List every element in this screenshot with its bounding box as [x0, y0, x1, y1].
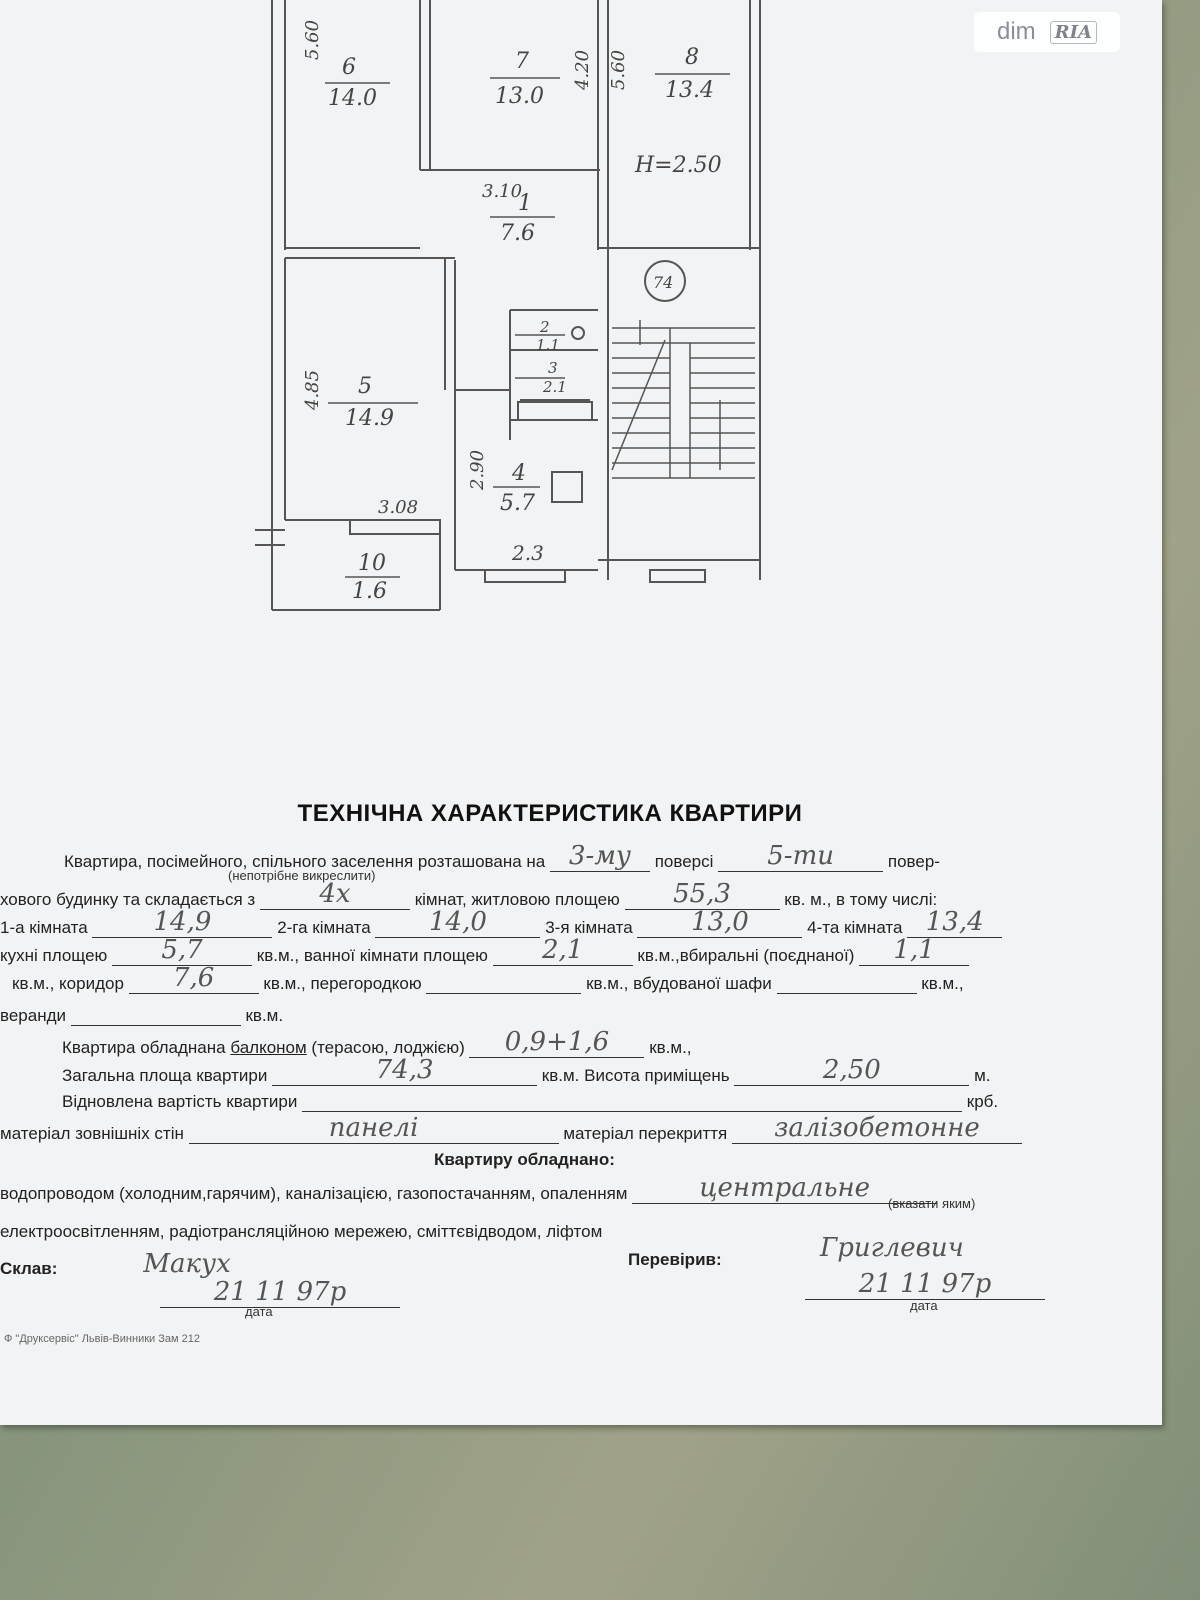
room1-value: 14,9 [153, 907, 212, 937]
heating-note: (вказати яким) [888, 1196, 976, 1211]
dim-290: 2.90 [467, 449, 488, 490]
compiled-date-row [160, 1277, 400, 1308]
living-label: кімнат, житловою площею [414, 890, 620, 909]
floor-field [550, 841, 650, 872]
height-unit: м. [974, 1066, 991, 1085]
rooms-field [260, 879, 410, 910]
wc-value: 1,1 [893, 935, 935, 965]
compiled-date-label: дата [245, 1304, 273, 1319]
floor-plan [0, 0, 820, 620]
line-materials [0, 1113, 1022, 1144]
wardrobe-label: кв.м., вбудованої шафи [586, 974, 772, 993]
line-veranda [0, 1006, 283, 1026]
room-4-area: 5.7 [500, 491, 535, 516]
walls-label: матеріал зовнішніх стін [0, 1124, 184, 1143]
checked-date: 21 11 97р [858, 1269, 992, 1299]
cost-unit: крб. [966, 1092, 999, 1111]
height-label: кв.м. Висота приміщень [541, 1066, 730, 1085]
veranda-unit: кв.м. [245, 1006, 284, 1025]
dim-485: 4.85 [302, 369, 323, 410]
room4-label: 4-та кімната [807, 918, 903, 937]
room-10-area: 1.6 [352, 579, 387, 604]
room4-value: 13,4 [925, 907, 984, 937]
room-2-area: 1.1 [536, 336, 560, 354]
walls-field [189, 1113, 559, 1144]
room-5-number: 5 [358, 374, 372, 399]
walls-value: панелі [328, 1113, 419, 1143]
ceiling-label: матеріал перекриття [563, 1124, 728, 1143]
rooms-value: 4х [319, 879, 351, 909]
compiled-date-field [160, 1277, 400, 1308]
total-value: 74,3 [375, 1055, 434, 1085]
dim-420: 4.20 [572, 49, 593, 90]
line-electric: електроосвітленням, радіотрансляційною мережею, сміттєвідводом, ліфтом [0, 1222, 603, 1241]
utilities-label: водопроводом (холодним,гарячим), каналізацією, газопостачанням, опаленням [0, 1184, 628, 1203]
total-field [272, 1055, 537, 1086]
compiled-label: Склав: [0, 1259, 58, 1278]
watermark [974, 12, 1120, 52]
line-total [62, 1055, 991, 1086]
room-2-number: 2 [540, 318, 550, 336]
building-label: хового будинку та складається з [0, 890, 256, 909]
watermark-logo: RIA [1050, 21, 1097, 44]
room-8-number: 8 [685, 45, 699, 70]
corridor-value: 7,6 [172, 963, 215, 993]
wardrobe-unit: кв.м., [921, 974, 964, 993]
balcony-field [469, 1027, 644, 1058]
ceiling-field [732, 1113, 1022, 1144]
veranda-label: веранди [0, 1006, 67, 1025]
line-floor [64, 841, 940, 872]
compiled-date: 21 11 97р [213, 1277, 347, 1307]
equipment-heading: Квартиру обладнано: [434, 1150, 615, 1169]
bath-value: 2,1 [541, 935, 584, 965]
dim-23: 2.3 [512, 541, 544, 565]
document-title: ТЕХНІЧНА ХАРАКТЕРИСТИКА КВАРТИРИ [297, 800, 803, 827]
corridor-field [129, 963, 259, 994]
room2-field [375, 907, 540, 938]
terrace-label: (терасою, лоджією) [311, 1038, 465, 1057]
cost-field [302, 1111, 962, 1112]
height-field [734, 1055, 969, 1086]
room-5-area: 14.9 [345, 406, 394, 431]
dim-560-mid: 5.60 [608, 49, 629, 90]
floors-word: повер- [887, 852, 940, 871]
floors-field [718, 841, 883, 872]
height-value: 2,50 [822, 1055, 881, 1085]
bath-field [493, 935, 633, 966]
room3-label: 3-я кімната [545, 918, 633, 937]
heating-value: центральне [699, 1173, 871, 1203]
room3-field [637, 907, 802, 938]
balcony-value: 0,9+1,6 [504, 1027, 610, 1057]
dim-560-left: 5.60 [302, 19, 323, 60]
partition-label: кв.м., перегородкою [263, 974, 422, 993]
line-corridor [12, 963, 964, 994]
wc-label: кв.м.,вбиральні (поєднаної) [637, 946, 855, 965]
dim-310: 3.10 [482, 181, 523, 202]
wardrobe-field [777, 993, 917, 994]
living-value: 55,3 [673, 879, 731, 909]
floor-label: Квартира, посімейного, спільного заселення розташована на [64, 852, 546, 871]
line-cost [62, 1092, 998, 1112]
line-signatures [0, 1249, 312, 1279]
compiled-sign [62, 1249, 312, 1279]
stair-mark: 74 [653, 273, 674, 292]
partition-field [426, 993, 581, 994]
room-7-area: 13.0 [495, 84, 544, 109]
room-4-number: 4 [512, 461, 526, 486]
floor-word: поверсі [654, 852, 714, 871]
dim-308: 3.08 [378, 497, 419, 518]
dim-height-label: H=2.50 [635, 153, 722, 178]
line-utilities [0, 1173, 937, 1204]
equipped-label: Квартира обладнана [62, 1038, 226, 1057]
room-8-area: 13.4 [665, 78, 714, 103]
printer-footer: Ф "Друксервіс" Львів-Винники Зам 212 [4, 1333, 200, 1345]
bath-label: кв.м., ванної кімнати площею [256, 946, 488, 965]
watermark-text: dim [996, 18, 1036, 45]
room-6-number: 6 [342, 55, 356, 80]
room-10-number: 10 [358, 551, 386, 576]
corridor-label: кв.м., коридор [12, 974, 124, 993]
room3-value: 13,0 [690, 907, 749, 937]
kitchen-label: кухні площею [0, 946, 108, 965]
room-3-area: 2.1 [543, 378, 567, 396]
compiled-signature: Макух [143, 1249, 231, 1279]
room2-label: 2-га кімната [277, 918, 371, 937]
checked-date-label: дата [910, 1298, 938, 1313]
wc-field [859, 935, 969, 966]
room-3-number: 3 [548, 359, 558, 377]
checked-sign-row [820, 1233, 964, 1263]
kitchen-value: 5,7 [161, 935, 203, 965]
checked-date-row [805, 1269, 1045, 1300]
room-6-area: 14.0 [328, 86, 377, 111]
veranda-field [71, 1025, 241, 1026]
line-room-areas [0, 907, 1002, 938]
total-label: Загальна площа квартири [62, 1066, 268, 1085]
ceiling-value: залізобетонне [774, 1113, 980, 1143]
balcony-word: балконом [230, 1038, 307, 1057]
floors-value: 5-ти [767, 841, 834, 871]
checked-date-field [805, 1269, 1045, 1300]
floor-value: 3-му [569, 841, 631, 871]
room2-value: 14,0 [429, 907, 487, 937]
room1-label: 1-а кімната [0, 918, 88, 937]
room-1-number: 1 [518, 191, 532, 216]
including-label: кв. м., в тому числі: [784, 890, 938, 909]
line-kitchen [0, 935, 969, 966]
cost-label: Відновлена вартість квартири [62, 1092, 298, 1111]
checked-label: Перевірив: [628, 1250, 722, 1269]
balcony-unit: кв.м., [649, 1038, 692, 1057]
checked-signature: Григлевич [820, 1233, 964, 1263]
room-7-number: 7 [515, 49, 529, 74]
cross-out-note: (непотрібне викреслити) [228, 868, 376, 883]
room-1-area: 7.6 [500, 221, 535, 246]
